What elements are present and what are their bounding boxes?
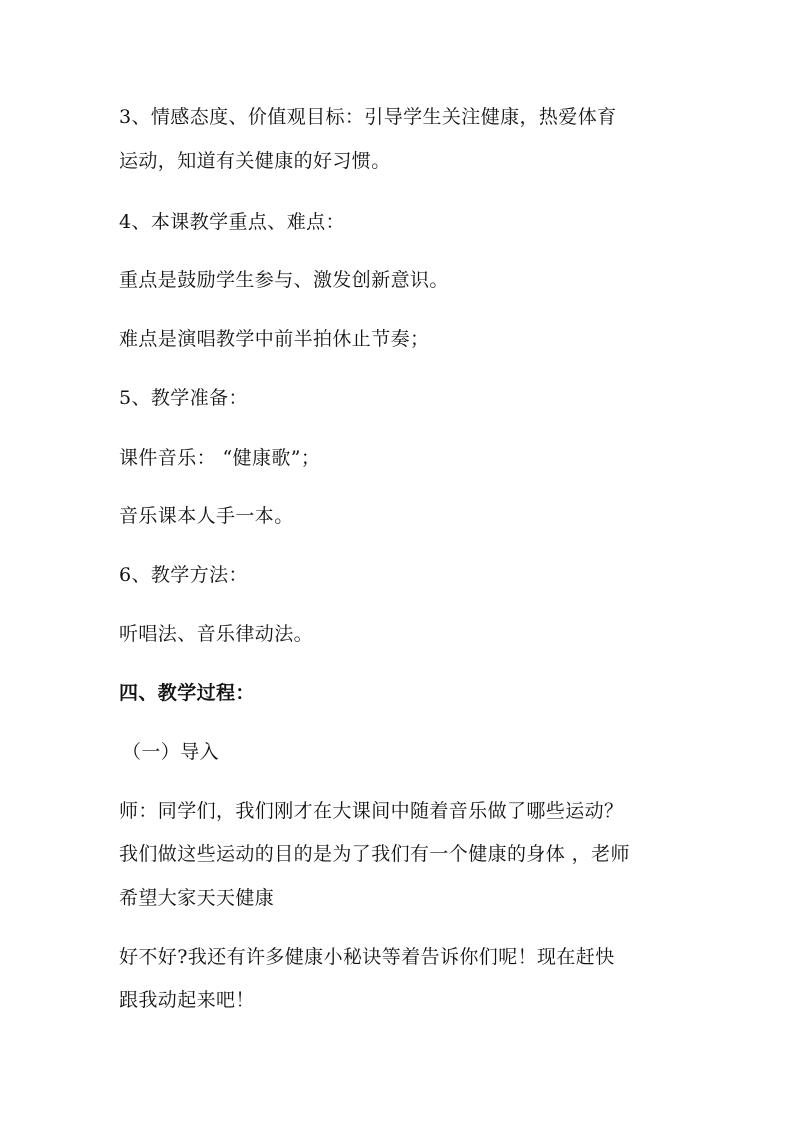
teacher-dialogue-line-3: 希望大家天天健康 [119, 887, 275, 909]
teaching-methods-line: 听唱法、音乐律动法。 [119, 623, 314, 645]
teacher-dialogue-line-5: 跟我动起来吧！ [119, 989, 255, 1011]
teacher-dialogue-line-4: 好不好?我还有许多健康小秘诀等着告诉你们呢！现在赶快 [119, 946, 615, 968]
section-4-heading: 4、本课教学重点、难点： [119, 211, 345, 233]
objective-3-line-1: 3、情感态度、价值观目标：引导学生关注健康，热爱体育 [119, 106, 617, 128]
teacher-dialogue-line-1: 师：同学们，我们刚才在大课间中随着音乐做了哪些运动？ [119, 800, 624, 822]
courseware-music-line: 课件音乐： “健康歌”； [119, 447, 321, 469]
subsection-intro-heading: （一）导入 [122, 741, 220, 763]
key-point-line: 重点是鼓励学生参与、激发创新意识。 [119, 269, 449, 291]
section-5-heading: 5、教学准备： [119, 387, 248, 409]
section-four-heading: 四、教学过程： [119, 682, 255, 704]
objective-3-line-2: 运动，知道有关健康的好习惯。 [119, 150, 391, 172]
section-6-heading: 6、教学方法： [119, 564, 248, 586]
textbook-line: 音乐课本人手一本。 [119, 505, 294, 527]
teacher-dialogue-line-2: 我们做这些运动的目的是为了我们有一个健康的身体 ，老师 [119, 843, 630, 865]
difficulty-line: 难点是演唱教学中前半拍休止节奏； [119, 328, 430, 350]
